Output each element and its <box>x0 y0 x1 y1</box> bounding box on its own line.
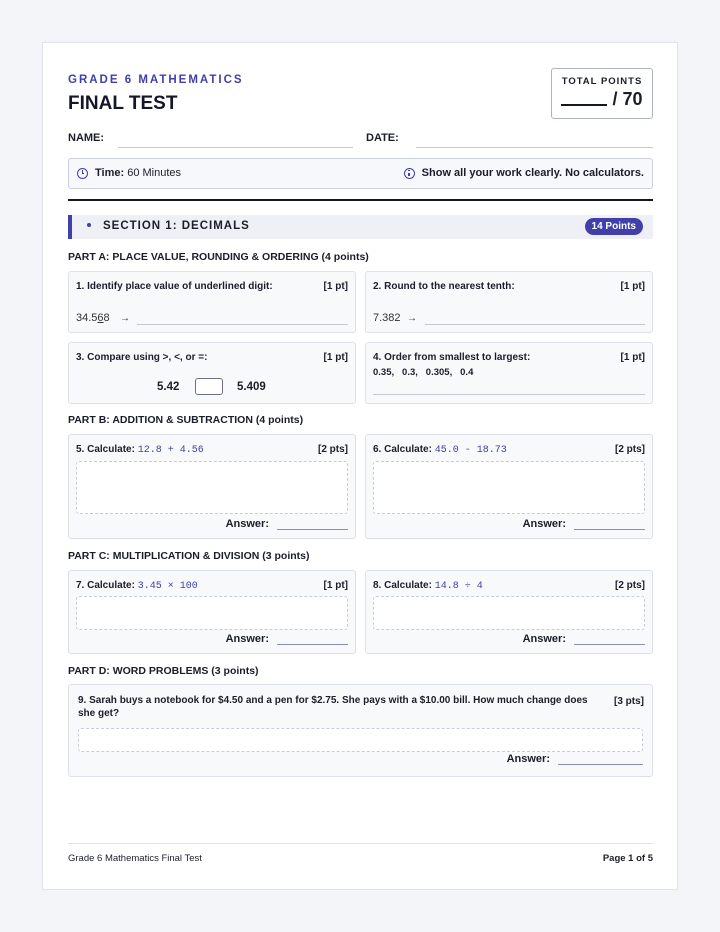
time-label: Time: <box>95 167 125 179</box>
question-7-points: [1 pt] <box>323 580 348 591</box>
question-6-card <box>365 434 653 539</box>
total-points-box <box>551 68 653 119</box>
page-number: Page 1 of 5 <box>602 853 653 864</box>
question-7-expression: 3.45 × 100 <box>137 581 198 592</box>
part-b-heading: PART B: ADDITION & SUBTRACTION (4 points) <box>68 414 304 426</box>
question-4-points: [1 pt] <box>620 352 645 363</box>
part-a-heading: PART A: PLACE VALUE, ROUNDING & ORDERING (4 points) <box>68 251 369 263</box>
question-8-expression: 14.8 ÷ 4 <box>434 581 483 592</box>
compare-left-value: 5.42 <box>157 381 180 393</box>
question-3-text: 3. Compare using >, <, or =: <box>76 352 208 363</box>
question-5-expression: 12.8 + 4.56 <box>137 445 204 456</box>
test-page <box>42 42 678 890</box>
compare-right-value: 5.409 <box>237 381 266 393</box>
question-7-card <box>68 570 356 654</box>
question-5-answer-field[interactable] <box>277 521 348 530</box>
answer-label: Answer: <box>225 518 269 530</box>
question-9-answer-field[interactable] <box>558 756 643 765</box>
answer-label: Answer: <box>225 633 269 645</box>
question-9-work-area[interactable] <box>78 728 643 752</box>
question-5-card <box>68 434 356 539</box>
question-4-text: 4. Order from smallest to largest: <box>373 352 531 363</box>
header-divider <box>68 199 653 201</box>
answer-label: Answer: <box>522 518 566 530</box>
arrow-icon: → <box>120 313 130 324</box>
question-2-text: 2. Round to the nearest tenth: <box>373 281 515 292</box>
question-6-answer-field[interactable] <box>574 521 645 530</box>
section-title: SECTION 1: DECIMALS <box>103 220 250 232</box>
total-points-label: TOTAL POINTS <box>561 76 643 87</box>
name-date-row <box>68 130 653 150</box>
question-1-points: [1 pt] <box>323 281 348 292</box>
question-2-card <box>365 271 653 333</box>
total-points-value: / 70 <box>612 89 643 109</box>
question-3-points: [1 pt] <box>323 352 348 363</box>
question-5-points: [2 pts] <box>318 444 348 455</box>
question-9-text: 9. Sarah buys a notebook for $4.50 and a pen for $2.75. She pays with a $10.00 bill. How much change does she get? <box>78 695 588 719</box>
clock-icon <box>77 168 88 179</box>
question-8-points: [2 pts] <box>615 580 645 591</box>
footer-title: Grade 6 Mathematics Final Test <box>68 853 202 864</box>
order-numbers: 0.35, 0.3, 0.305, 0.4 <box>373 367 474 378</box>
page-footer <box>68 843 653 864</box>
question-4-answer-line[interactable] <box>373 394 645 395</box>
question-7-answer-field[interactable] <box>277 636 348 645</box>
date-label: DATE: <box>366 132 399 144</box>
name-label: NAME: <box>68 132 105 144</box>
underlined-digit: 6 <box>97 312 104 324</box>
question-1-card <box>68 271 356 333</box>
date-field[interactable] <box>416 147 653 148</box>
question-8-work-area[interactable] <box>373 596 645 630</box>
part-d-heading: PART D: WORD PROBLEMS (3 points) <box>68 665 259 677</box>
question-6-label: 6. Calculate: <box>373 444 432 455</box>
question-2-answer-line[interactable] <box>425 324 645 325</box>
question-5-label: 5. Calculate: <box>76 444 135 455</box>
page-title: FINAL TEST <box>68 93 178 114</box>
name-field[interactable] <box>118 147 353 148</box>
compare-answer-box[interactable] <box>195 378 223 395</box>
bullet-icon <box>87 223 91 227</box>
question-6-expression: 45.0 - 18.73 <box>434 445 507 456</box>
question-5-work-area[interactable] <box>76 461 348 514</box>
question-9-points: [3 pts] <box>614 696 644 707</box>
info-bar <box>68 158 653 189</box>
answer-label: Answer: <box>522 633 566 645</box>
subject-label: GRADE 6 MATHEMATICS <box>68 74 244 86</box>
question-1-number: 34.568 <box>76 312 110 324</box>
answer-label: Answer: <box>506 753 550 765</box>
question-2-number: 7.382 <box>373 312 401 324</box>
info-icon <box>404 168 415 179</box>
section-points-badge: 14 Points <box>585 218 643 235</box>
question-8-answer-field[interactable] <box>574 636 645 645</box>
instruction-text: Show all your work clearly. No calculators. <box>421 167 644 179</box>
question-7-label: 7. Calculate: <box>76 580 135 591</box>
part-c-heading: PART C: MULTIPLICATION & DIVISION (3 points) <box>68 550 310 562</box>
question-9-card <box>68 684 653 777</box>
time-value: 60 Minutes <box>127 167 182 179</box>
question-8-label: 8. Calculate: <box>373 580 432 591</box>
question-8-card <box>365 570 653 654</box>
total-points-blank[interactable] <box>561 91 607 106</box>
question-6-points: [2 pts] <box>615 444 645 455</box>
question-7-work-area[interactable] <box>76 596 348 630</box>
question-3-card <box>68 342 356 404</box>
question-1-text: 1. Identify place value of underlined digit: <box>76 281 273 292</box>
section-header <box>68 215 653 239</box>
question-4-card <box>365 342 653 404</box>
question-6-work-area[interactable] <box>373 461 645 514</box>
arrow-icon: → <box>407 313 417 324</box>
question-1-answer-line[interactable] <box>137 324 348 325</box>
question-2-points: [1 pt] <box>620 281 645 292</box>
